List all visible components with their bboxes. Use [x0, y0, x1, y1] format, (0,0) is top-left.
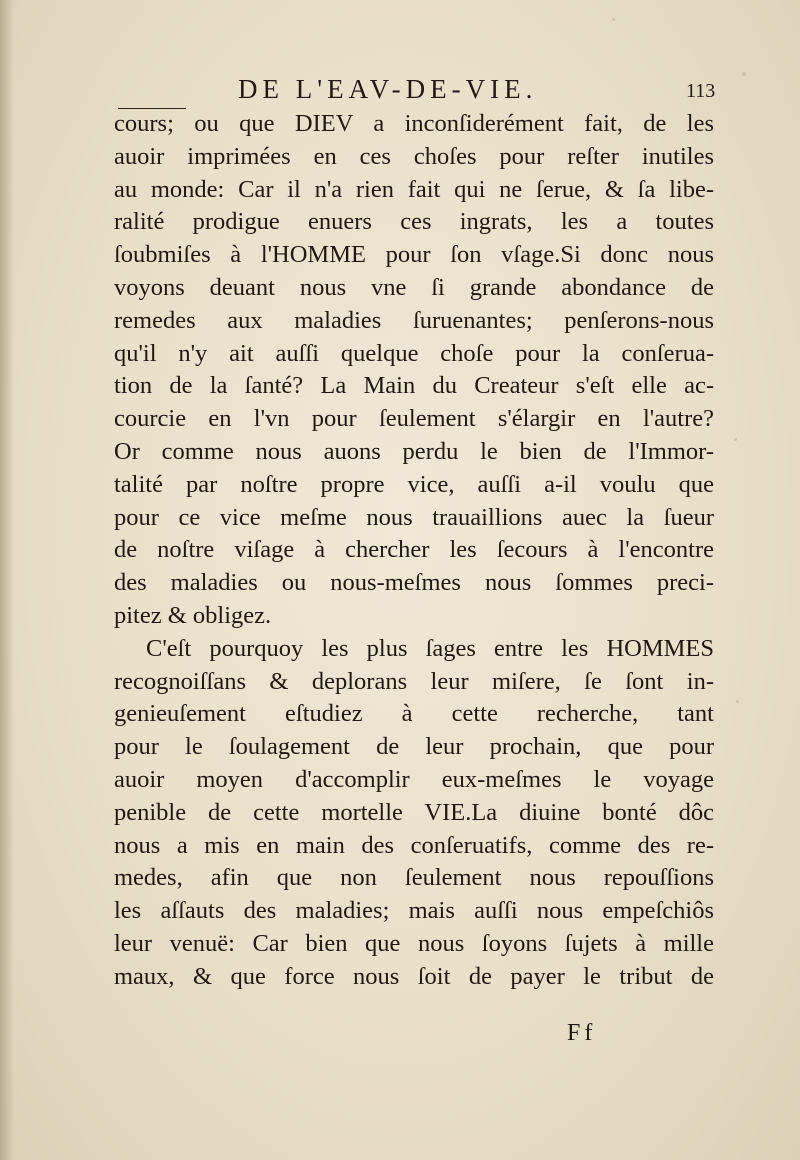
page-header — [0, 74, 800, 110]
page-number: 113 — [686, 80, 716, 102]
text-line: qu'il n'y ait auſſi quelque choſe pour la conſerua- — [114, 339, 714, 367]
text-line: courcie en l'vn pour ſeulement s'élargir en l'autre? — [114, 405, 714, 433]
text-line: les aſſauts des maladies; mais auſſi nous empeſchiôs — [114, 897, 714, 925]
paper-speck — [736, 700, 739, 703]
text-line: Or comme nous auons perdu le bien de l'Immor- — [114, 437, 714, 465]
paper-speck — [612, 18, 615, 21]
main-text — [114, 108, 714, 994]
text-line: auoir moyen d'accomplir eux-meſmes le voyage — [114, 765, 714, 793]
text-line: pour le ſoulagement de leur prochain, que pour — [114, 733, 714, 761]
text-line: nous a mis en main des conſeruatifs, comme des re- — [114, 831, 714, 859]
text-line: penible de cette mortelle VIE.La diuine bonté dôc — [114, 798, 714, 826]
text-line: talité par noſtre propre vice, auſſi a-il voulu que — [114, 470, 714, 498]
text-line: voyons deuant nous vne ſi grande abondance de — [114, 273, 714, 301]
paragraph-end-line: pitez & obligez. — [114, 601, 272, 629]
text-line: auoir imprimées en ces choſes pour reſter inutiles — [114, 142, 714, 170]
text-line: pour ce vice meſme nous trauaillions auec la ſueur — [114, 503, 714, 531]
text-line: des maladies ou nous-meſmes nous ſommes preci- — [114, 569, 714, 597]
text-line: leur venuë: Car bien que nous ſoyons ſujets à mille — [114, 929, 714, 957]
text-line: remedes aux maladies ſuruenantes; penſerons-nous — [114, 306, 714, 334]
gutter-shadow — [0, 0, 14, 1160]
paper-speck — [734, 438, 737, 441]
running-title: DE L'EAV-DE-VIE. — [238, 74, 538, 104]
text-line: de noſtre viſage à chercher les ſecours à l'encontre — [114, 536, 714, 564]
text-line: recognoiſſans & deplorans leur miſere, ſe ſont in- — [114, 667, 714, 695]
text-line: cours; ou que DIEV a inconſiderément fait, de les — [114, 110, 714, 137]
text-line: au monde: Car il n'a rien fait qui ne ſerue, & ſa libe- — [114, 175, 714, 203]
signature-mark: Ff — [567, 1020, 597, 1046]
text-line: ſoubmiſes à l'HOMME pour ſon vſage.Si donc nous — [114, 241, 714, 269]
text-line: tion de la ſanté? La Main du Createur s'eſt elle ac- — [114, 372, 714, 400]
text-line: ralité prodigue enuers ces ingrats, les a toutes — [114, 208, 714, 236]
text-line: medes, afin que non ſeulement nous repouſſions — [114, 864, 714, 892]
text-line: maux, & que force nous ſoit de payer le tribut de — [114, 962, 714, 990]
paragraph-start-line: C'eſt pourquoy les plus ſages entre les HOMMES — [146, 634, 714, 662]
text-line: genieuſement eſtudiez à cette recherche, tant — [114, 700, 714, 728]
